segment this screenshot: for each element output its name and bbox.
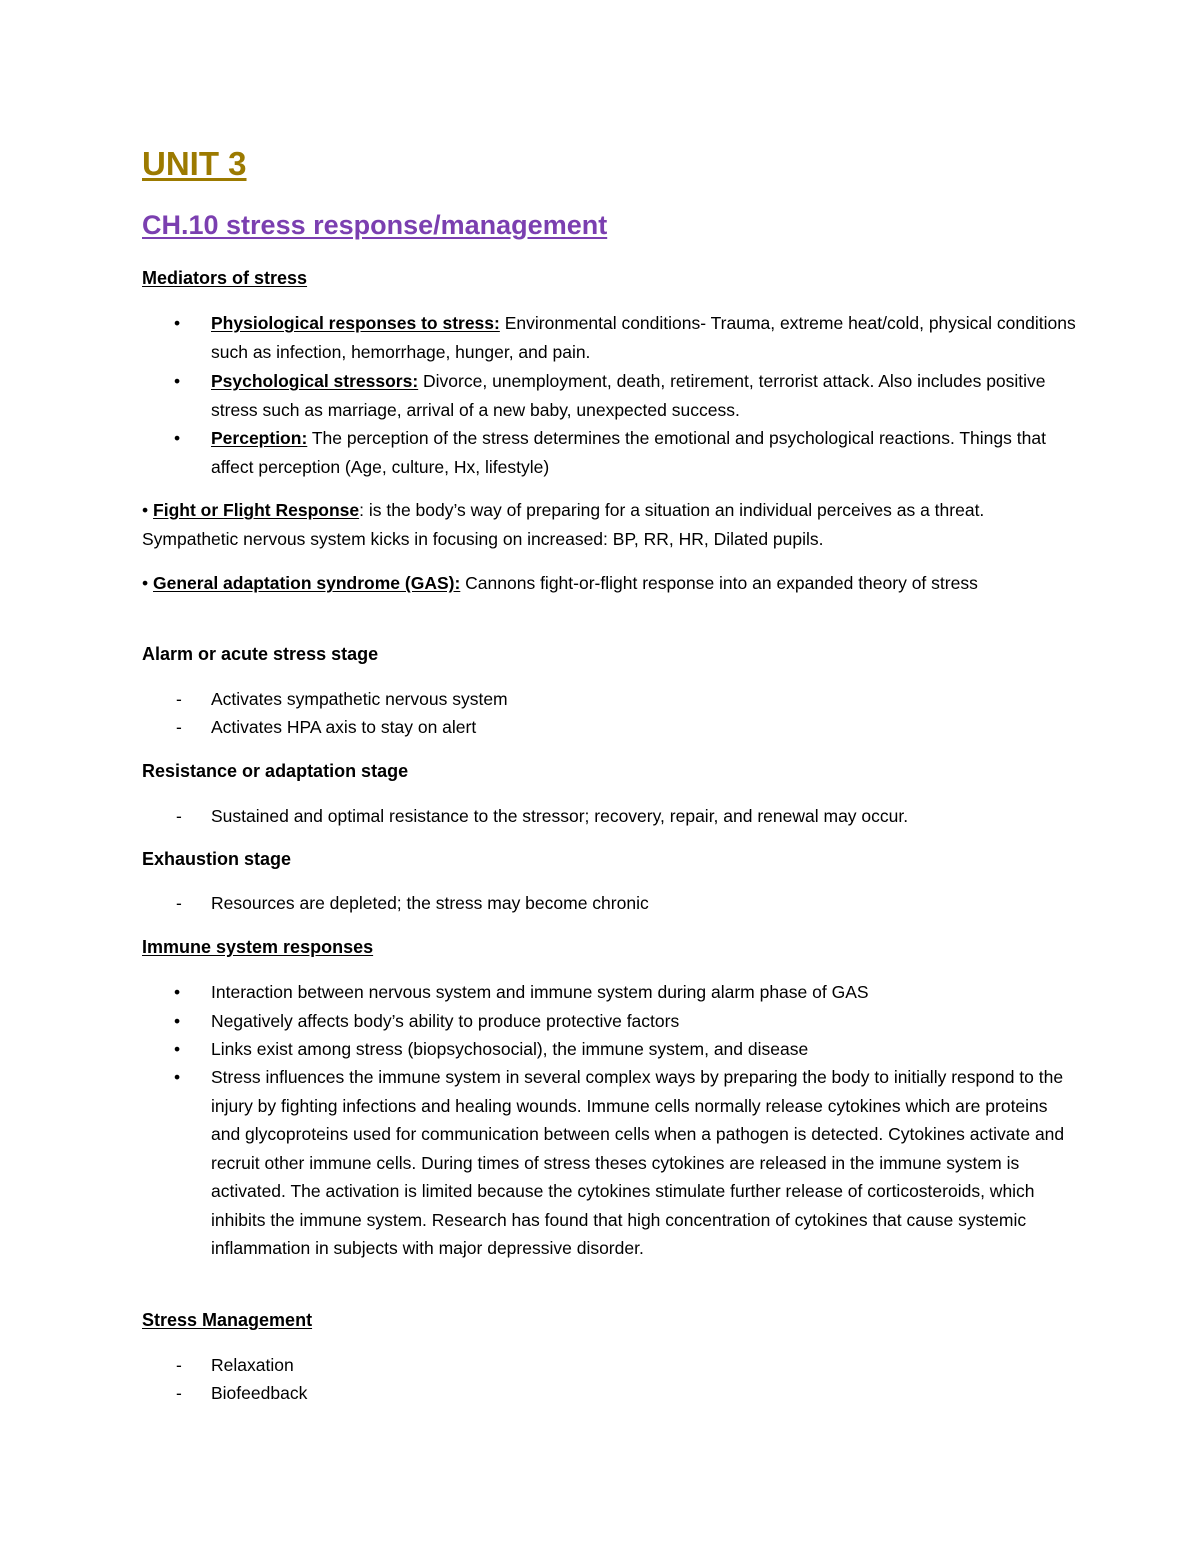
list-item: Biofeedback	[211, 1383, 308, 1403]
item-label: Physiological responses to stress:	[211, 313, 500, 333]
list-item	[211, 309, 1081, 366]
list-item: Stress influences the immune system in several complex ways by preparing the body to initially respond to the injury by fighting infections and healing wounds. Immune cells normally release cytokines which are proteins and glycoproteins used for communication between cells when a pathogen is detected. Cytokines activate and recruit other immune cells. During times of stress theses cytokines are released in the immune system is activated. The activation is limited because the cytokines stimulate further release of corticosteroids, which inhibits the immune system. Research has found that high concentration of cytokines that cause systemic inflammation in subjects with major depressive disorder.	[211, 1067, 1065, 1258]
item-label: Perception:	[211, 428, 308, 448]
list-item: Relaxation	[211, 1355, 294, 1375]
immune-heading: Immune system responses	[142, 937, 374, 957]
bullet-glyph: •	[174, 982, 181, 1002]
fight-flight-label: Fight or Flight Response	[153, 500, 360, 520]
list-item	[211, 424, 1081, 481]
dash-glyph: -	[176, 1383, 182, 1403]
list-item: Negatively affects body’s ability to produce protective factors	[211, 1011, 680, 1031]
mediators-heading: Mediators of stress	[142, 268, 308, 288]
item-text: The perception of the stress determines the emotional and psychological reactions. Things that affect perception (Age, culture, Hx, lifestyle)	[211, 428, 1046, 477]
item-text: Divorce, unemployment, death, retirement, terrorist attack. Also includes positive stress such as marriage, arrival of a new baby, unexpected success.	[211, 371, 1046, 420]
gas-paragraph	[142, 569, 1062, 598]
exhaustion-heading: Exhaustion stage	[142, 849, 292, 869]
gas-label: General adaptation syndrome (GAS):	[153, 573, 461, 593]
dash-glyph: -	[176, 806, 182, 826]
list-item	[211, 367, 1081, 424]
fight-flight-paragraph	[142, 496, 1062, 553]
dash-glyph: -	[176, 1355, 182, 1375]
list-item: Sustained and optimal resistance to the stressor; recovery, repair, and renewal may occur.	[211, 806, 909, 826]
list-item: Resources are depleted; the stress may become chronic	[211, 893, 649, 913]
list-item: Activates HPA axis to stay on alert	[211, 717, 477, 737]
bullet-glyph: •	[174, 1067, 181, 1087]
alarm-heading: Alarm or acute stress stage	[142, 644, 379, 664]
list-item: Interaction between nervous system and immune system during alarm phase of GAS	[211, 982, 869, 1002]
bullet-glyph: •	[142, 573, 149, 593]
dash-glyph: -	[176, 893, 182, 913]
bullet-glyph: •	[174, 1011, 181, 1031]
dash-glyph: -	[176, 717, 182, 737]
bullet-glyph: •	[174, 428, 181, 448]
management-heading: Stress Management	[142, 1310, 313, 1330]
bullet-glyph: •	[174, 313, 181, 333]
item-label: Psychological stressors:	[211, 371, 419, 391]
chapter-title: CH.10 stress response/management	[142, 210, 608, 240]
fight-flight-text: : is the body’s way of preparing for a situation an individual perceives as a threat. Sympathetic nervous system kicks in focusing on increased: BP, RR, HR, Dilated pupils.	[142, 500, 985, 549]
item-text: Environmental conditions- Trauma, extreme heat/cold, physical conditions such as infection, hemorrhage, hunger, and pain.	[211, 313, 1076, 362]
bullet-glyph: •	[142, 500, 149, 520]
resistance-heading: Resistance or adaptation stage	[142, 761, 409, 781]
gas-text: Cannons fight-or-flight response into an expanded theory of stress	[460, 573, 978, 593]
unit-title: UNIT 3	[142, 145, 247, 182]
bullet-glyph: •	[174, 371, 181, 391]
bullet-glyph: •	[174, 1039, 181, 1059]
list-item: Activates sympathetic nervous system	[211, 689, 508, 709]
dash-glyph: -	[176, 689, 182, 709]
list-item: Links exist among stress (biopsychosocial), the immune system, and disease	[211, 1039, 809, 1059]
